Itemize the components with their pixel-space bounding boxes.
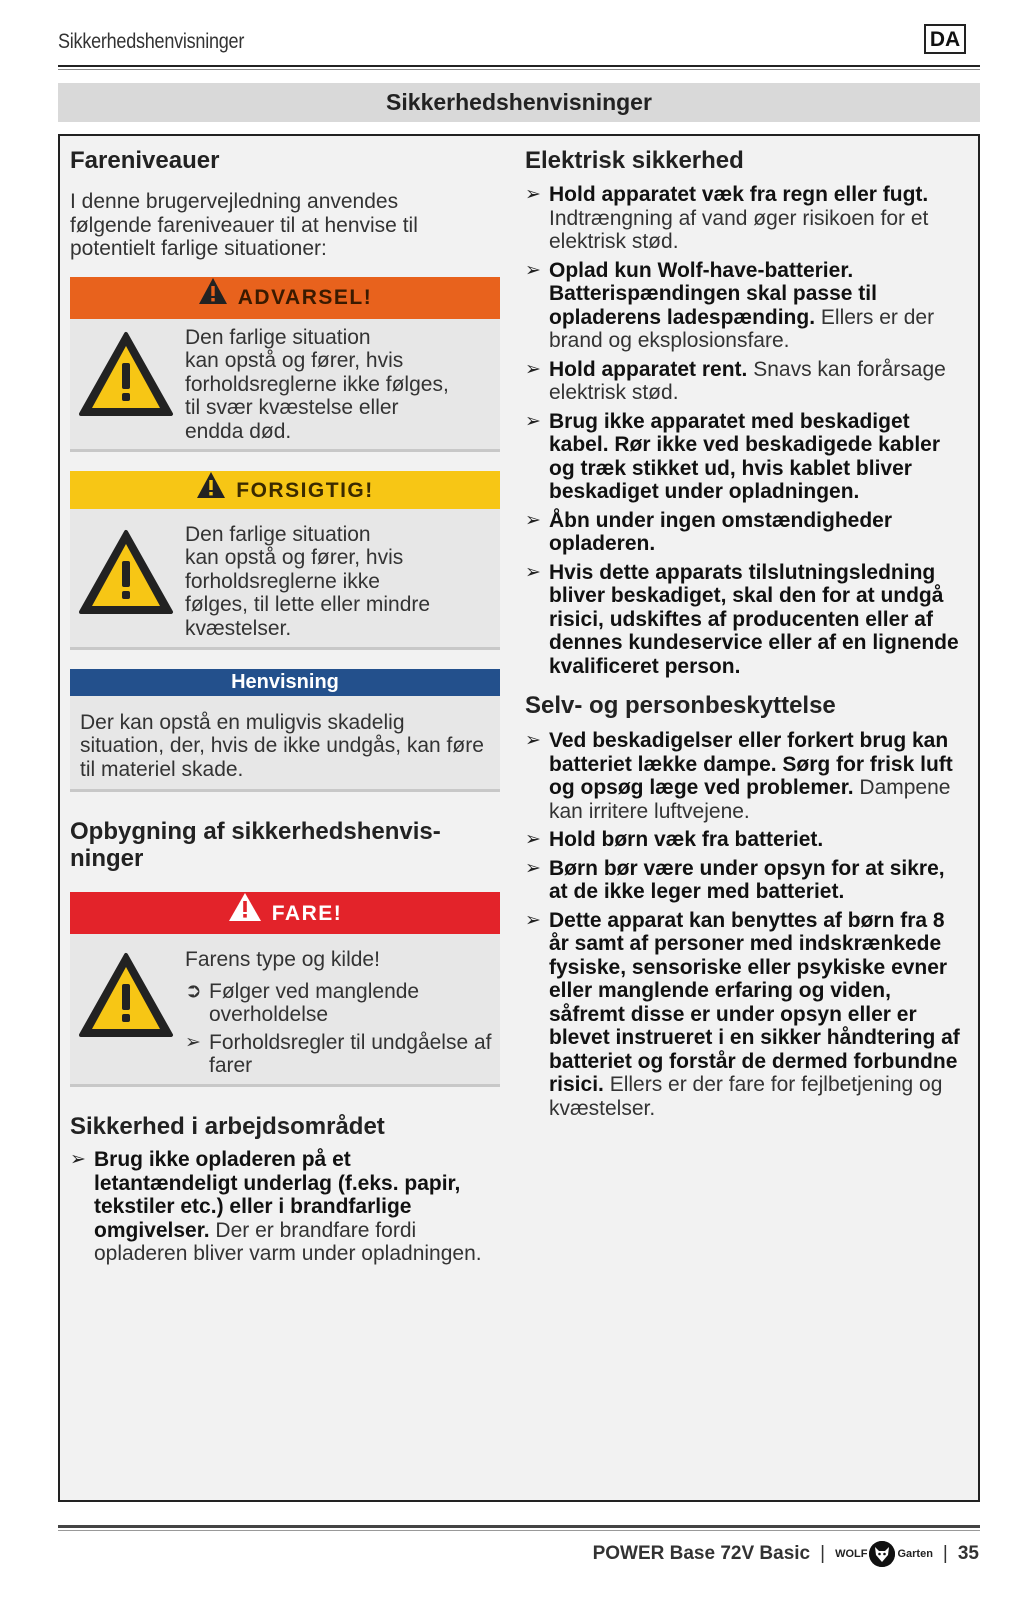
chevron-right-icon: ➢	[525, 909, 541, 931]
list-item: ➢ Dette apparat kan benyttes af børn fra 8 år samt af personer med indskrænkede fysiske, sensoriske eller psykiske evner eller manglende erfaring og viden, såfremt disse er under opsyn eller er blevet instrueret i en sikker håndtering af batteriet og forstår de dermed forbundne risici. Ellers er der fare for fejlbetjening og kvæstelser.	[525, 908, 960, 1120]
heading-selv: Selv- og personbeskyttelse	[525, 692, 836, 719]
caution-line: forholdsreglerne ikke	[185, 569, 380, 593]
caution-text	[185, 523, 495, 641]
content-box	[58, 134, 980, 1502]
list-item: ➢ Hold apparatet rent. Snavs kan forårsage elektrisk stød.	[525, 357, 946, 404]
caution-box	[70, 471, 500, 650]
list-item: ➢ Brug ikke opladeren på et letantændeligt underlag (f.eks. papir, tekstiler etc.) eller i brandfarlige omgivelser. Der er brandfare fordi opladeren bliver varm under opladningen.	[70, 1148, 482, 1265]
list-item: ➢ Hold børn væk fra batteriet.	[525, 828, 824, 851]
warning-line: endda død.	[185, 419, 292, 443]
caution-small-icon	[196, 471, 226, 512]
notice-text: Der kan opstå en muligvis skadelig situation, der, hvis de ikke undgås, kan føre til materiel skade.	[70, 696, 500, 793]
elektrisk-list	[525, 183, 965, 678]
heading-fareniveauer: Fareniveauer	[70, 147, 220, 174]
chevron-right-icon: ➢	[525, 730, 541, 751]
wolf-head-icon	[869, 1541, 895, 1567]
warning-triangle-icon	[78, 331, 174, 422]
danger-box	[70, 892, 500, 1087]
chevron-right-icon: ➢	[525, 259, 541, 281]
list-item: ➢ Børn bør være under opsyn for at sikre, at de ikke leger med batteriet.	[525, 856, 945, 903]
list-item: ➢ Hvis dette apparats tilslutningsledning bliver beskadiget, skal den for at undgå risici, udskiftes af producenten eller af dennes kundeservice eller af en lignende kvalificeret person.	[525, 560, 959, 678]
section-title: Sikkerhedshenvisninger	[58, 83, 980, 122]
left-column	[70, 144, 500, 1271]
warning-box	[70, 277, 500, 452]
footer	[593, 1541, 979, 1567]
footer-rule-thin	[58, 1530, 980, 1531]
danger-body	[70, 934, 500, 1087]
warning-line: kan opstå og fører, hvis	[185, 349, 404, 372]
list-item: ➢ Ved beskadigelser eller forkert brug kan batteriet lække dampe. Sørg for frisk luft og opsøg læge ved problemer. Dampene kan irritere luftvejene.	[525, 729, 953, 823]
warning-text	[185, 326, 495, 444]
heading-opbygning: Opbygning af sikkerhedshenvis-ninger	[70, 818, 441, 872]
caution-label: FORSIGTIG!	[236, 478, 374, 502]
chevron-right-icon: ➢	[525, 829, 541, 850]
chevron-right-icon: ➢	[525, 410, 541, 432]
wolf-garten-logo: WOLF Garten	[835, 1541, 933, 1567]
heading-arbejdsomraadet: Sikkerhed i arbejdsområdet	[70, 1113, 385, 1140]
danger-text	[185, 948, 495, 1078]
chevron-right-icon: ➢	[70, 1149, 86, 1170]
language-badge: DA	[924, 24, 966, 54]
list-item: ➢ Oplad kun Wolf-have-batterier. Batterispændingen skal passe til opladerens ladespænding. Ellers er der brand og eksplosionsfare.	[525, 258, 935, 352]
product-name: POWER Base 72V Basic	[592, 1543, 811, 1564]
caution-triangle-icon	[78, 529, 174, 620]
footer-separator: |	[942, 1543, 948, 1564]
running-header-title: Sikkerhedshenvisninger	[58, 30, 245, 53]
arrow-circle-icon: ➲	[185, 979, 202, 1002]
caution-header	[70, 471, 500, 509]
danger-consequence: ➲ Følger ved manglende overholdelse	[185, 979, 420, 1026]
warning-line: til svær kvæstelse eller	[185, 396, 399, 419]
danger-triangle-icon	[78, 952, 174, 1043]
caution-line: Den farlige situation	[185, 522, 371, 546]
caution-body	[70, 509, 500, 650]
list-item: ➢ Åbn under ingen omstændigheder opladeren.	[525, 508, 893, 555]
header-rule-thin	[58, 69, 980, 70]
heading-elektrisk: Elektrisk sikkerhed	[525, 147, 744, 174]
danger-label: FARE!	[271, 902, 343, 926]
warning-line: forholdsreglerne ikke følges,	[185, 372, 449, 396]
footer-rule	[58, 1525, 980, 1528]
chevron-right-icon: ➢	[525, 509, 541, 531]
chevron-right-icon: ➢	[525, 184, 541, 205]
danger-type-line: Farens type og kilde!	[185, 948, 380, 971]
warning-label: ADVARSEL!	[237, 285, 373, 309]
caution-line: kvæstelser.	[185, 616, 292, 640]
caution-line: kan opstå og fører, hvis	[185, 546, 404, 569]
footer-separator: |	[820, 1543, 826, 1564]
warning-line: Den farlige situation	[185, 325, 371, 349]
selv-list	[525, 729, 965, 1120]
warning-small-icon	[198, 277, 228, 320]
danger-header	[70, 892, 500, 934]
chevron-right-icon: ➢	[525, 561, 541, 583]
arbejd-list	[70, 1148, 500, 1266]
warning-body	[70, 319, 500, 452]
chevron-right-icon: ➢	[525, 358, 541, 380]
page-number: 35	[957, 1543, 979, 1564]
list-item: ➢ Hold apparatet væk fra regn eller fugt. Indtrængning af vand øger risikoen for et elektrisk stød.	[525, 183, 929, 253]
header-rule	[58, 65, 980, 67]
chevron-right-icon: ➢	[185, 1031, 201, 1053]
notice-header: Henvisning	[70, 669, 500, 696]
warning-header	[70, 277, 500, 319]
right-column	[525, 144, 965, 1125]
notice-box	[70, 669, 500, 793]
danger-measure: ➢ Forholdsregler til undgåelse af farer	[185, 1030, 492, 1077]
fareniveauer-intro: I denne brugervejledning anvendes følgende fareniveauer til at henvise til potentielt farlige situationer:	[70, 190, 418, 260]
chevron-right-icon: ➢	[525, 857, 541, 879]
danger-small-icon	[228, 892, 262, 937]
list-item: ➢ Brug ikke apparatet med beskadiget kabel. Rør ikke ved beskadigede kabler og træk stikket ud, hvis kablet bliver beskadiget under opladningen.	[525, 409, 941, 503]
caution-line: følges, til lette eller mindre	[185, 593, 431, 616]
